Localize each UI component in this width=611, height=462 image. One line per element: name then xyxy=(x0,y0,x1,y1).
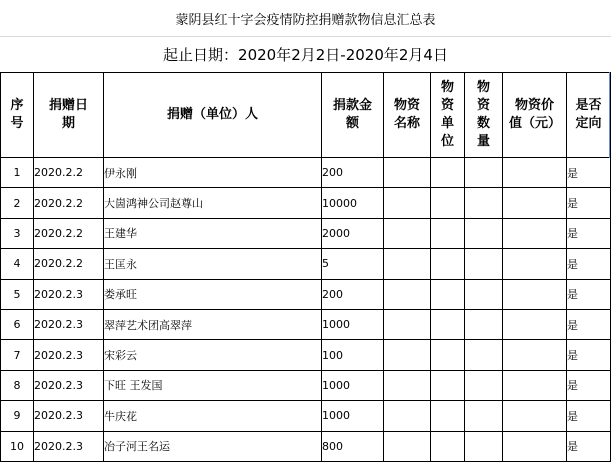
table-row xyxy=(1,401,611,431)
cell-item-unit[interactable] xyxy=(431,218,465,248)
cell-item-name[interactable] xyxy=(384,218,431,248)
cell-item-qty[interactable] xyxy=(465,431,503,461)
cell-item-unit[interactable] xyxy=(431,158,465,188)
cell-item-name[interactable] xyxy=(384,370,431,400)
cell-donor[interactable]: 伊永刚 xyxy=(104,158,322,188)
table-row xyxy=(1,188,611,218)
cell-item-value[interactable] xyxy=(503,370,567,400)
cell-item-name[interactable] xyxy=(384,249,431,279)
cell-item-qty[interactable] xyxy=(465,340,503,370)
cell-index[interactable]: 10 xyxy=(1,431,34,461)
header-item-value[interactable]: 物资价值（元） xyxy=(503,73,567,158)
cell-directed[interactable]: 是 xyxy=(567,249,611,279)
table-row xyxy=(1,218,611,248)
cell-item-unit[interactable] xyxy=(431,431,465,461)
cell-item-unit[interactable] xyxy=(431,340,465,370)
cell-index[interactable]: 2 xyxy=(1,188,34,218)
cell-date[interactable]: 2020.2.3 xyxy=(34,279,104,309)
table-row xyxy=(1,370,611,400)
cell-directed[interactable]: 是 xyxy=(567,370,611,400)
cell-directed[interactable]: 是 xyxy=(567,340,611,370)
cell-amount[interactable]: 1000 xyxy=(322,309,384,339)
cell-amount[interactable]: 5 xyxy=(322,249,384,279)
table-row xyxy=(1,340,611,370)
table-row xyxy=(1,249,611,279)
selection-edge xyxy=(609,72,610,158)
cell-item-qty[interactable] xyxy=(465,279,503,309)
cell-item-name[interactable] xyxy=(384,340,431,370)
table-row xyxy=(1,309,611,339)
cell-directed[interactable]: 是 xyxy=(567,401,611,431)
cell-item-unit[interactable] xyxy=(431,309,465,339)
cell-item-value[interactable] xyxy=(503,188,567,218)
cell-date[interactable]: 2020.2.3 xyxy=(34,370,104,400)
cell-amount[interactable]: 200 xyxy=(322,158,384,188)
header-item-qty[interactable]: 物资数量 xyxy=(465,73,503,158)
cell-amount[interactable]: 2000 xyxy=(322,218,384,248)
cell-amount[interactable]: 10000 xyxy=(322,188,384,218)
header-donor[interactable]: 捐赠（单位）人 xyxy=(104,73,322,158)
cell-directed[interactable]: 是 xyxy=(567,188,611,218)
cell-donor[interactable]: 宋彩云 xyxy=(104,340,322,370)
cell-amount[interactable]: 1000 xyxy=(322,370,384,400)
cell-index[interactable]: 5 xyxy=(1,279,34,309)
header-index[interactable]: 序号 xyxy=(1,73,34,158)
cell-item-unit[interactable] xyxy=(431,279,465,309)
cell-item-value[interactable] xyxy=(503,309,567,339)
date-range: 起止日期：2020年2月2日-2020年2月4日 xyxy=(163,46,448,64)
cell-date[interactable]: 2020.2.2 xyxy=(34,249,104,279)
cell-item-qty[interactable] xyxy=(465,370,503,400)
cell-donor[interactable]: 大崮鸿神公司赵尊山 xyxy=(104,188,322,218)
cell-item-name[interactable] xyxy=(384,279,431,309)
cell-donor[interactable]: 冶子河王名运 xyxy=(104,431,322,461)
cell-index[interactable]: 9 xyxy=(1,401,34,431)
header-directed[interactable]: 是否定向 xyxy=(567,73,611,158)
cell-date[interactable]: 2020.2.3 xyxy=(34,401,104,431)
cell-date[interactable]: 2020.2.2 xyxy=(34,218,104,248)
table-row xyxy=(1,279,611,309)
cell-index[interactable]: 7 xyxy=(1,340,34,370)
header-amount[interactable]: 捐款金额 xyxy=(322,73,384,158)
cell-amount[interactable]: 200 xyxy=(322,279,384,309)
cell-item-qty[interactable] xyxy=(465,158,503,188)
cell-donor[interactable]: 翠萍艺术团高翠萍 xyxy=(104,309,322,339)
cell-directed[interactable]: 是 xyxy=(567,279,611,309)
cell-item-qty[interactable] xyxy=(465,309,503,339)
cell-item-name[interactable] xyxy=(384,401,431,431)
cell-item-value[interactable] xyxy=(503,431,567,461)
cell-amount[interactable]: 800 xyxy=(322,431,384,461)
cell-date[interactable]: 2020.2.2 xyxy=(34,158,104,188)
cell-item-qty[interactable] xyxy=(465,188,503,218)
cell-donor[interactable]: 牛庆花 xyxy=(104,401,322,431)
table-row xyxy=(1,431,611,461)
cell-directed[interactable]: 是 xyxy=(567,309,611,339)
cell-item-value[interactable] xyxy=(503,249,567,279)
cell-item-name[interactable] xyxy=(384,431,431,461)
cell-item-qty[interactable] xyxy=(465,401,503,431)
cell-item-name[interactable] xyxy=(384,309,431,339)
cell-donor[interactable]: 王匡永 xyxy=(104,249,322,279)
sheet-title: 蒙阴县红十字会疫情防控捐赠款物信息汇总表 xyxy=(0,0,611,37)
header-date[interactable]: 捐赠日期 xyxy=(34,73,104,158)
cell-item-value[interactable] xyxy=(503,401,567,431)
table-header-row xyxy=(1,73,611,158)
cell-date[interactable]: 2020.2.2 xyxy=(34,188,104,218)
cell-item-unit[interactable] xyxy=(431,370,465,400)
cell-item-unit[interactable] xyxy=(431,188,465,218)
cell-donor[interactable]: 娄承旺 xyxy=(104,279,322,309)
header-item-unit[interactable]: 物资单位 xyxy=(431,73,465,158)
cell-donor[interactable]: 王建华 xyxy=(104,218,322,248)
cell-index[interactable]: 8 xyxy=(1,370,34,400)
cell-item-unit[interactable] xyxy=(431,249,465,279)
table-row xyxy=(1,158,611,188)
cell-index[interactable]: 6 xyxy=(1,309,34,339)
cell-directed[interactable]: 是 xyxy=(567,431,611,461)
cell-donor[interactable]: 下旺 王发国 xyxy=(104,370,322,400)
cell-item-qty[interactable] xyxy=(465,249,503,279)
cell-amount[interactable]: 1000 xyxy=(322,401,384,431)
cell-item-value[interactable] xyxy=(503,340,567,370)
cell-item-value[interactable] xyxy=(503,218,567,248)
cell-item-name[interactable] xyxy=(384,188,431,218)
cell-index[interactable]: 1 xyxy=(1,158,34,188)
cell-item-unit[interactable] xyxy=(431,401,465,431)
cell-date[interactable]: 2020.2.3 xyxy=(34,309,104,339)
cell-item-value[interactable] xyxy=(503,158,567,188)
cell-item-qty[interactable] xyxy=(465,218,503,248)
cell-item-name[interactable] xyxy=(384,158,431,188)
cell-amount[interactable]: 100 xyxy=(322,340,384,370)
cell-directed[interactable]: 是 xyxy=(567,218,611,248)
cell-date[interactable]: 2020.2.3 xyxy=(34,431,104,461)
cell-index[interactable]: 4 xyxy=(1,249,34,279)
cell-date[interactable]: 2020.2.3 xyxy=(34,340,104,370)
cell-item-value[interactable] xyxy=(503,279,567,309)
cell-index[interactable]: 3 xyxy=(1,218,34,248)
header-item-name[interactable]: 物资名称 xyxy=(384,73,431,158)
cell-directed[interactable]: 是 xyxy=(567,158,611,188)
donation-table xyxy=(0,72,611,462)
